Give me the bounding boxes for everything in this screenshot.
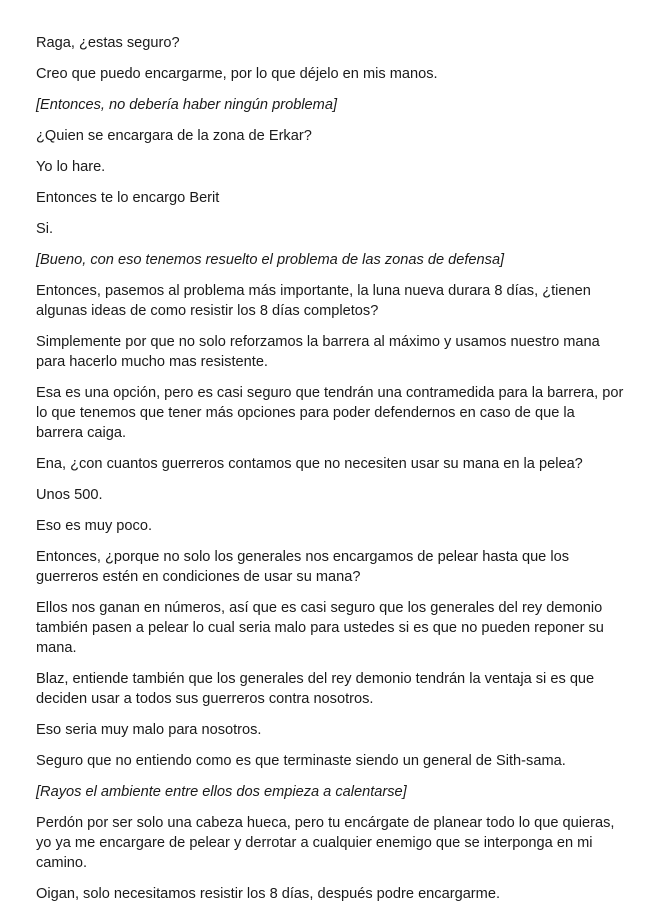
dialogue-paragraph: Blaz, entiende también que los generales del rey demonio tendrán la ventaja si es que deciden usar a todos sus guerreros contra nosotros. xyxy=(36,671,595,707)
dialogue-paragraph: Si. xyxy=(36,221,54,237)
dialogue-paragraph: Yo lo hare. xyxy=(36,159,106,175)
narration-paragraph: [Bueno, con eso tenemos resuelto el problema de las zonas de defensa] xyxy=(36,252,505,268)
dialogue-paragraph: Ena, ¿con cuantos guerreros contamos que no necesiten usar su mana en la pelea? xyxy=(36,456,583,472)
dialogue-paragraph: Perdón por ser solo una cabeza hueca, pero tu encárgate de planear todo lo que quieras, yo ya me encargare de pelear y derrotar a cualquier enemigo que se interponga en mi camino. xyxy=(36,815,615,871)
dialogue-paragraph: Entonces, ¿porque no solo los generales nos encargamos de pelear hasta que los guerreros estén en condiciones de usar su mana? xyxy=(36,549,570,585)
dialogue-paragraph: Eso seria muy malo para nosotros. xyxy=(36,722,262,738)
dialogue-paragraph: Entonces, pasemos al problema más importante, la luna nueva durara 8 días, ¿tienen algunas ideas de como resistir los 8 días completos? xyxy=(36,283,591,319)
narration-paragraph: [Rayos el ambiente entre ellos dos empieza a calentarse] xyxy=(36,784,407,800)
dialogue-paragraph: Creo que puedo encargarme, por lo que déjelo en mis manos. xyxy=(36,66,438,82)
dialogue-paragraph: Esa es una opción, pero es casi seguro que tendrán una contramedida para la barrera, por lo que tenemos que tener más opciones para poder defendernos en caso de que la barrera caiga. xyxy=(36,385,624,441)
dialogue-paragraph: Seguro que no entiendo como es que terminaste siendo un general de Sith-sama. xyxy=(36,753,566,769)
dialogue-paragraph: Raga, ¿estas seguro? xyxy=(36,35,180,51)
dialogue-paragraph: Oigan, solo necesitamos resistir los 8 días, después podre encargarme. xyxy=(36,886,500,902)
narration-paragraph: [Entonces, no debería haber ningún problema] xyxy=(36,97,338,113)
dialogue-paragraph: ¿Quien se encargara de la zona de Erkar? xyxy=(36,128,312,144)
dialogue-paragraph: Unos 500. xyxy=(36,487,103,503)
dialogue-paragraph: Entonces te lo encargo Berit xyxy=(36,190,220,206)
paragraph-list xyxy=(36,33,624,904)
dialogue-paragraph: Simplemente por que no solo reforzamos la barrera al máximo y usamos nuestro mana para hacerlo mucho mas resistente. xyxy=(36,334,600,370)
dialogue-paragraph: Eso es muy poco. xyxy=(36,518,152,534)
dialogue-paragraph: Ellos nos ganan en números, así que es casi seguro que los generales del rey demonio también pasen a pelear lo cual seria malo para ustedes si es que no pueden reponer su mana. xyxy=(36,600,604,656)
